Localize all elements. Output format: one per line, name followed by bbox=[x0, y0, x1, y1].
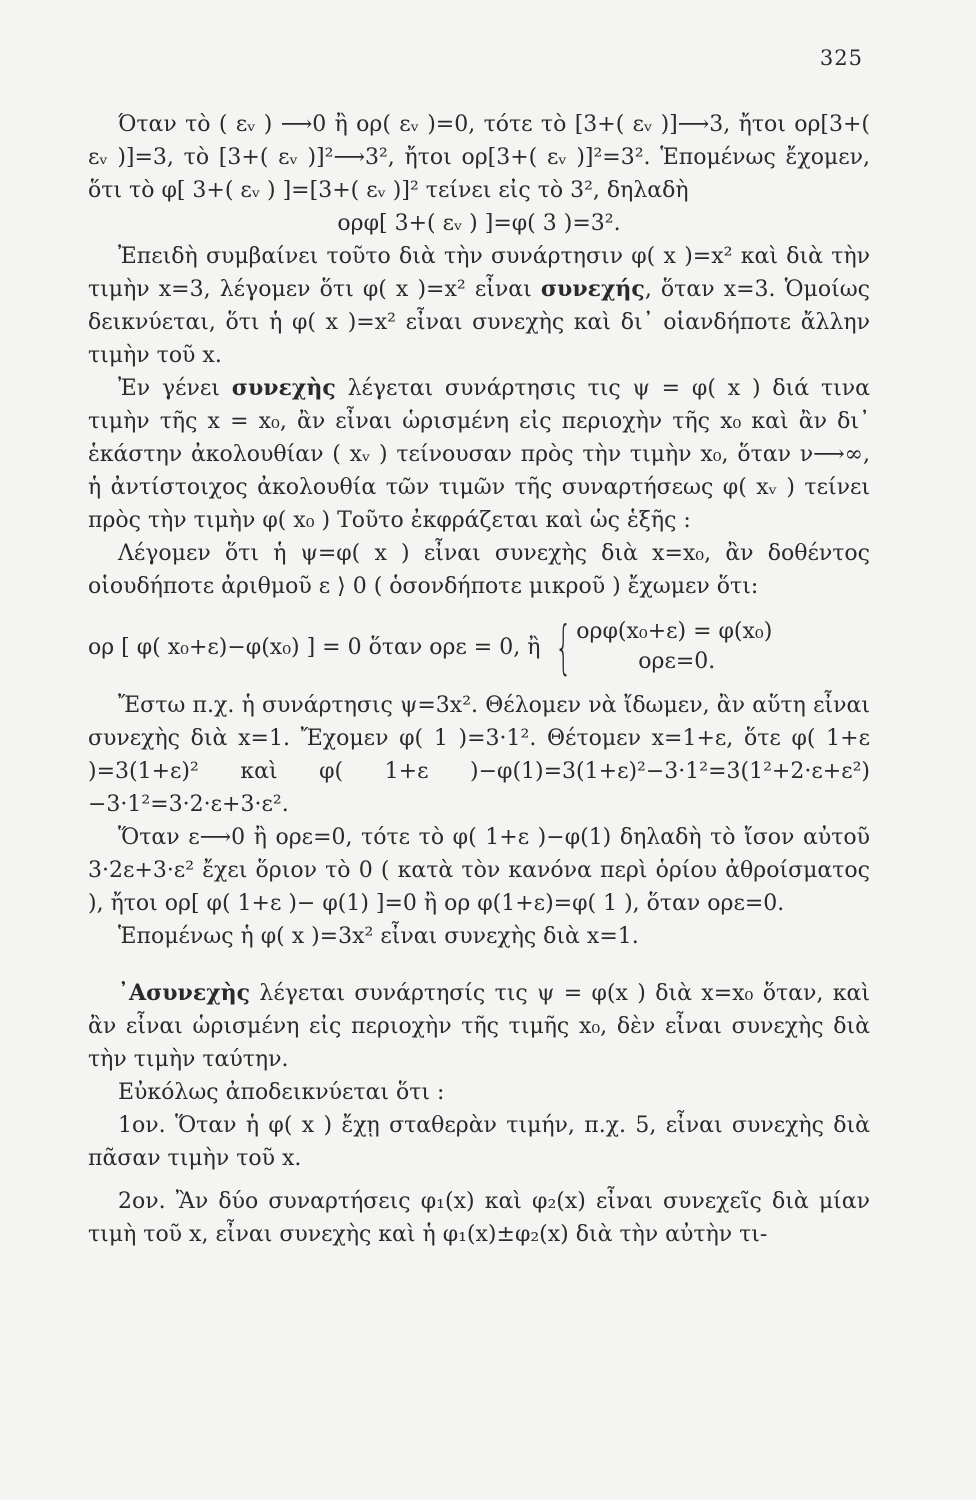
text-run: Ἐπειδὴ συμβαίνει τοῦτο διὰ τὴν συνάρτησιν φ( x )=x² καὶ διὰ τὴν τιμὴν x=3, λέγομεν ὅτι φ( x )=x² εἶναι bbox=[88, 244, 870, 302]
paragraph-example-3x2: Ἔστω π.χ. ἡ συνάρτησις ψ=3x². Θέλομεν νὰ ἴδωμεν, ἂν αὕτη εἶναι συνεχὴς διὰ x=1. Ἔχομεν φ( 1 )=3·1². Θέτομεν x=1+ε, ὅτε φ( 1+ε )=3(1+ε)² καὶ φ( 1+ε )−φ(1)=3(1+ε)²−3·1²=3(1²+2·ε+ε²) −3·1²=3·2·ε+3·ε². bbox=[88, 693, 870, 817]
formula-brace: { bbox=[555, 613, 573, 681]
equation-line: ορφ[ 3+( εᵥ ) ]=φ( 3 )=3². bbox=[337, 211, 621, 236]
text-run: Ἐν γένει bbox=[118, 376, 232, 401]
formula-cases bbox=[576, 617, 772, 677]
paragraph-easily-proved: Εὐκόλως ἀποδεικνύεται ὅτι : bbox=[118, 1080, 445, 1105]
paragraph-conclusion: Ἑπομένως ἡ φ( x )=3x² εἶναι συνεχὴς διὰ x=1. bbox=[118, 924, 639, 949]
term-continuous: συνεχής bbox=[540, 276, 645, 302]
text-run: , ὅταν x=3. Ὁμοίως δεικνύεται, ὅτι ἡ φ( x )=x² εἶναι συνεχὴς καὶ δι᾿ οἱανδήποτε ἄλλην τιμὴν τοῦ x. bbox=[88, 277, 870, 368]
paragraph-rule-1: 1ον. Ὅταν ἡ φ( x ) ἔχῃ σταθερὰν τιμήν, π.χ. 5, εἶναι συνεχὴς διὰ πᾶσαν τιμὴν τοῦ x. bbox=[88, 1113, 870, 1171]
text-run: λέγεται συνάρτησίς τις ψ = φ(x ) διὰ x=x₀ ὅταν, καὶ ἂν εἶναι ὡρισμένη εἰς περιοχὴν τῆς τιμῆς x₀, δὲν εἶναι συνεχὴς διὰ τὴν τιμὴν ταύτην. bbox=[88, 981, 870, 1072]
page-body bbox=[88, 108, 870, 1251]
page-number: 325 bbox=[819, 46, 863, 70]
paragraph-discontinuous bbox=[88, 977, 870, 1076]
paragraph-epsilon-definition: Λέγομεν ὅτι ἡ ψ=φ( x ) εἶναι συνεχὴς διὰ x=x₀, ἂν δοθέντος οἱουδήποτε ἀριθμοῦ ε ⟩ 0 ( ὁσονδήποτε μικροῦ ) ἔχωμεν ὅτι: bbox=[88, 541, 870, 599]
text-run: λέγεται συνάρτησις τις ψ = φ( x ) διά τινα τιμὴν τῆς x = x₀, ἂν εἶναι ὡρισμένη εἰς περιοχὴν τῆς x₀ καὶ ἂν δι᾿ ἑκάστην ἀκολουθίαν ( xᵥ ) τείνουσαν πρὸς τὴν τιμὴν x₀, ὅταν ν⟶∞, ἡ ἀντίστοιχος ἀκολουθία τῶν τιμῶν τῆς συναρτήσεως φ( xᵥ ) τείνει πρὸς τὴν τιμὴν φ( x₀ ) Τοῦτο ἐκφράζεται καὶ ὡς ἑξῆς : bbox=[88, 376, 870, 533]
paragraph-continuity-example bbox=[88, 240, 870, 372]
paragraph-limit-computation: Ὅταν ε⟶0 ἢ ορε=0, τότε τὸ φ( 1+ε )−φ(1) δηλαδὴ τὸ ἴσον αὐτοῦ 3·2ε+3·ε² ἔχει ὅριον τὸ 0 ( κατὰ τὸν κανόνα περὶ ὁρίου ἀθροίσματος ), ἤτοι ορ[ φ( 1+ε )− φ(1) ]=0 ἢ ορ φ(1+ε)=φ( 1 ), ὅταν ορε=0. bbox=[88, 825, 870, 916]
term-continuous-general: συνεχὴς bbox=[231, 375, 336, 401]
formula-case-2: ορε=0. bbox=[638, 649, 716, 674]
paragraph-limit-intro: Όταν τὸ ( εᵥ ) ⟶0 ἢ ορ( εᵥ )=0, τότε τὸ [3+( εᵥ )]⟶3, ἤτοι ορ[3+( εᵥ )]=3, τὸ [3+( εᵥ )]²⟶3², ἤτοι ορ[3+( εᵥ )]²=3². Ἑπομένως ἔχομεν, ὅτι τὸ φ[ 3+( εᵥ ) ]=[3+( εᵥ )]² τείνει εἰς τὸ 3², δηλαδὴ bbox=[88, 112, 870, 203]
paragraph-rule-2: 2ον. Ἂν δύο συναρτήσεις φ₁(x) καὶ φ₂(x) εἶναι συνεχεῖς διὰ μίαν τιμὴ τοῦ x, εἶναι συνεχὴς καὶ ἡ φ₁(x)±φ₂(x) διὰ τὴν αὐτὴν τι- bbox=[88, 1189, 870, 1247]
term-discontinuous: ᾿Ασυνεχὴς bbox=[118, 980, 251, 1006]
formula-case-1: ορφ(x₀+ε) = φ(x₀) bbox=[576, 619, 773, 644]
formula-lhs: ορ [ φ( x₀+ε)−φ(x₀) ] = 0 ὅταν ορε = 0, ἢ bbox=[88, 634, 548, 660]
paragraph-definition bbox=[88, 372, 870, 537]
limit-formula bbox=[88, 613, 870, 681]
